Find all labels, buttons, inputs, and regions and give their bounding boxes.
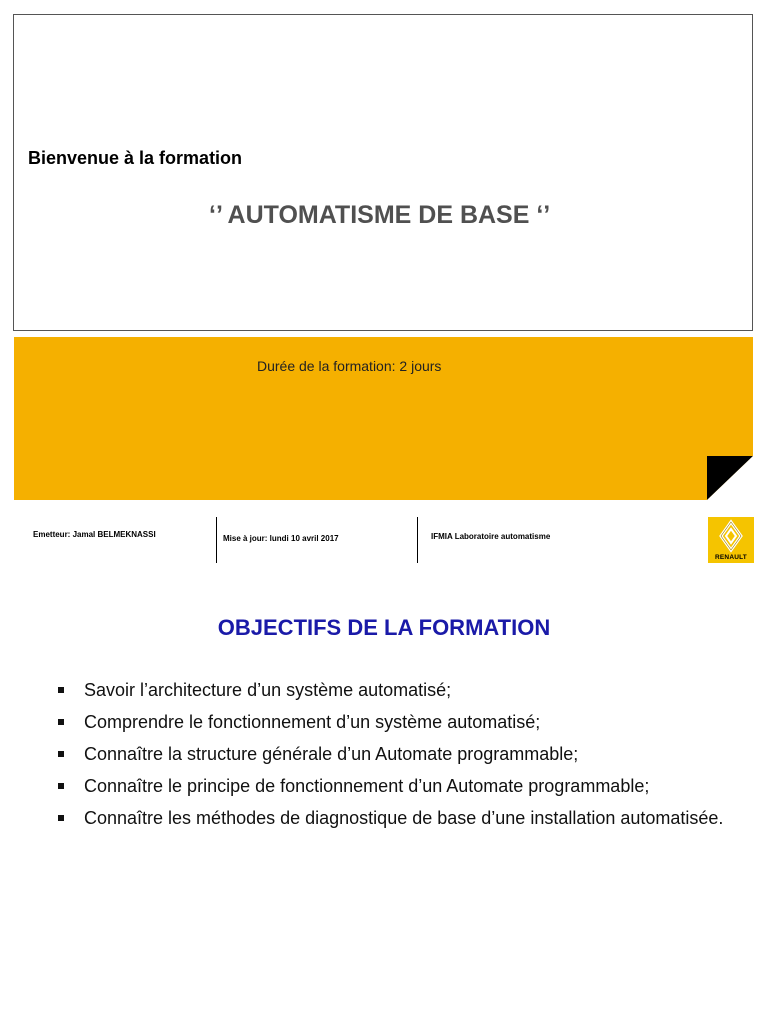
course-title: ‘’ AUTOMATISME DE BASE ‘’ (209, 201, 551, 229)
duration-text: Durée de la formation: 2 jours (257, 358, 442, 374)
bullet-icon (58, 751, 64, 757)
logo-wordmark: RENAULT (715, 554, 747, 561)
list-item: Connaître les méthodes de diagnostique de base d’une installation automatisée. (56, 806, 746, 830)
footer-divider (417, 517, 418, 563)
objectives-title: OBJECTIFS DE LA FORMATION (217, 615, 551, 640)
footer-department: IFMIA Laboratoire automatisme (431, 532, 551, 541)
footer-updated: Mise à jour: lundi 10 avril 2017 (223, 534, 339, 543)
renault-diamond-icon (708, 517, 754, 553)
objectives-list (56, 678, 746, 838)
bullet-icon (58, 719, 64, 725)
list-item: Comprendre le fonctionnement d’un système automatisé; (56, 710, 746, 734)
yellow-banner (14, 337, 753, 500)
bullet-icon (58, 815, 64, 821)
welcome-text: Bienvenue à la formation (28, 148, 243, 168)
renault-logo (708, 517, 754, 563)
title-slide-box (13, 14, 753, 331)
bullet-icon (58, 687, 64, 693)
footer-divider (216, 517, 217, 563)
bullet-icon (58, 783, 64, 789)
corner-triangle-graphic (707, 456, 753, 500)
list-item: Connaître la structure générale d’un Automate programmable; (56, 742, 746, 766)
list-item: Connaître le principe de fonctionnement d’un Automate programmable; (56, 774, 746, 798)
footer-emitter: Emetteur: Jamal BELMEKNASSI (33, 530, 156, 539)
list-item: Savoir l’architecture d’un système automatisé; (56, 678, 746, 702)
